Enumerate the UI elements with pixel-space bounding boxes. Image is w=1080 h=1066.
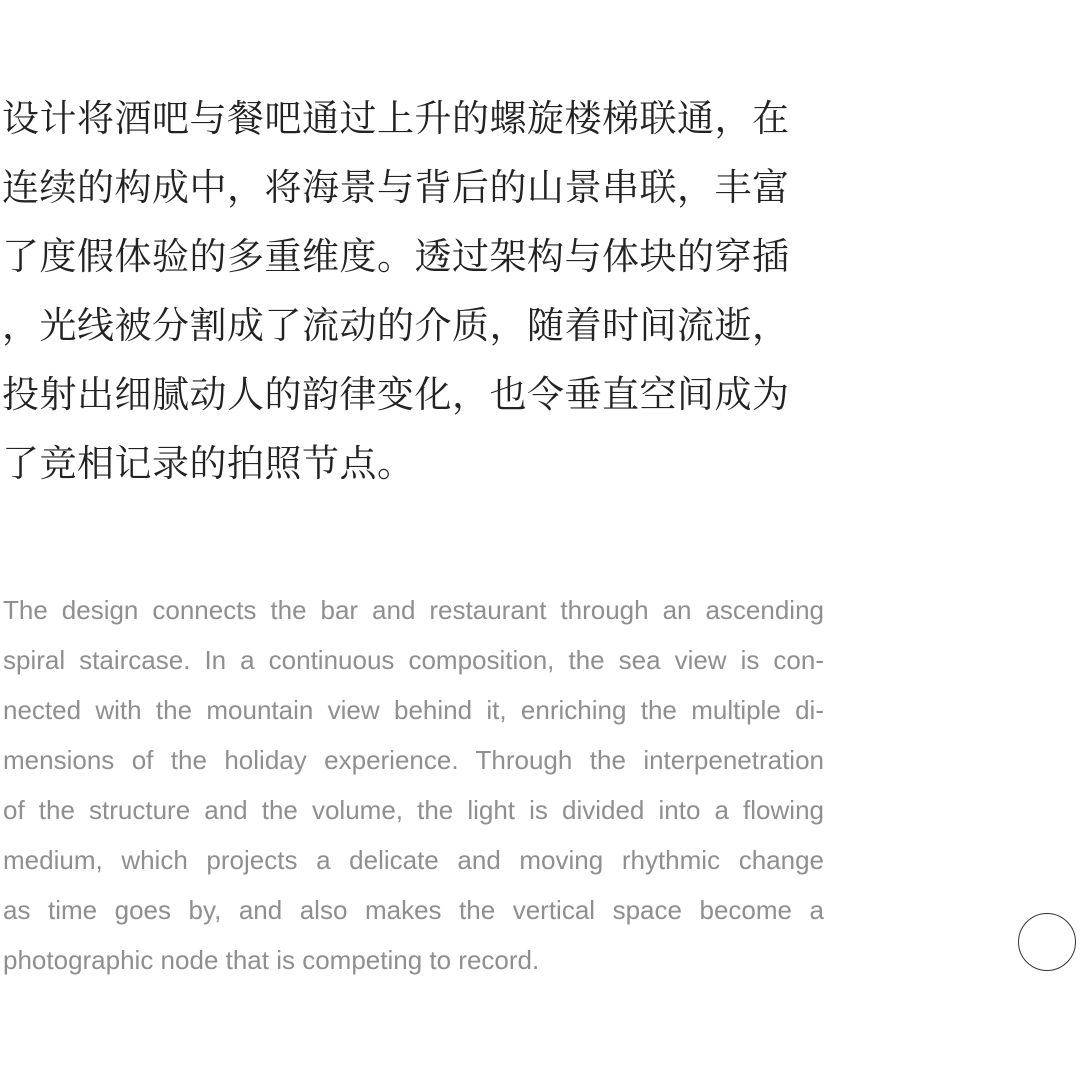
chinese-line-2: 连续的构成中，将海景与背后的山景串联，丰富: [2, 166, 790, 209]
english-line-8: photographic node that is competing to record.: [3, 945, 540, 975]
english-line-1: The design connects the bar and restaurant through an ascending: [3, 595, 824, 625]
english-line-5: of the structure and the volume, the light is divided into a flowing: [3, 795, 824, 825]
chinese-line-3: 了度假体验的多重维度。透过架构与体块的穿插: [2, 235, 790, 278]
chinese-line-6: 了竞相记录的拍照节点。: [2, 442, 415, 485]
english-line-2: spiral staircase. In a continuous composition, the sea view is con-: [3, 645, 824, 675]
circle-icon[interactable]: [1018, 913, 1076, 971]
chinese-line-4: ，光线被分割成了流动的介质，随着时间流逝，: [2, 304, 790, 347]
english-line-6: medium, which projects a delicate and moving rhythmic change: [3, 845, 824, 875]
chinese-line-1: 设计将酒吧与餐吧通过上升的螺旋楼梯联通，在: [2, 97, 790, 140]
english-paragraph: [3, 585, 824, 985]
english-line-7: as time goes by, and also makes the vertical space become a: [3, 895, 824, 925]
chinese-line-5: 投射出细腻动人的韵律变化，也令垂直空间成为: [2, 373, 790, 416]
english-line-4: mensions of the holiday experience. Through the interpenetration: [3, 745, 824, 775]
chinese-paragraph: [2, 84, 832, 498]
english-line-3: nected with the mountain view behind it, enriching the multiple di-: [3, 695, 824, 725]
